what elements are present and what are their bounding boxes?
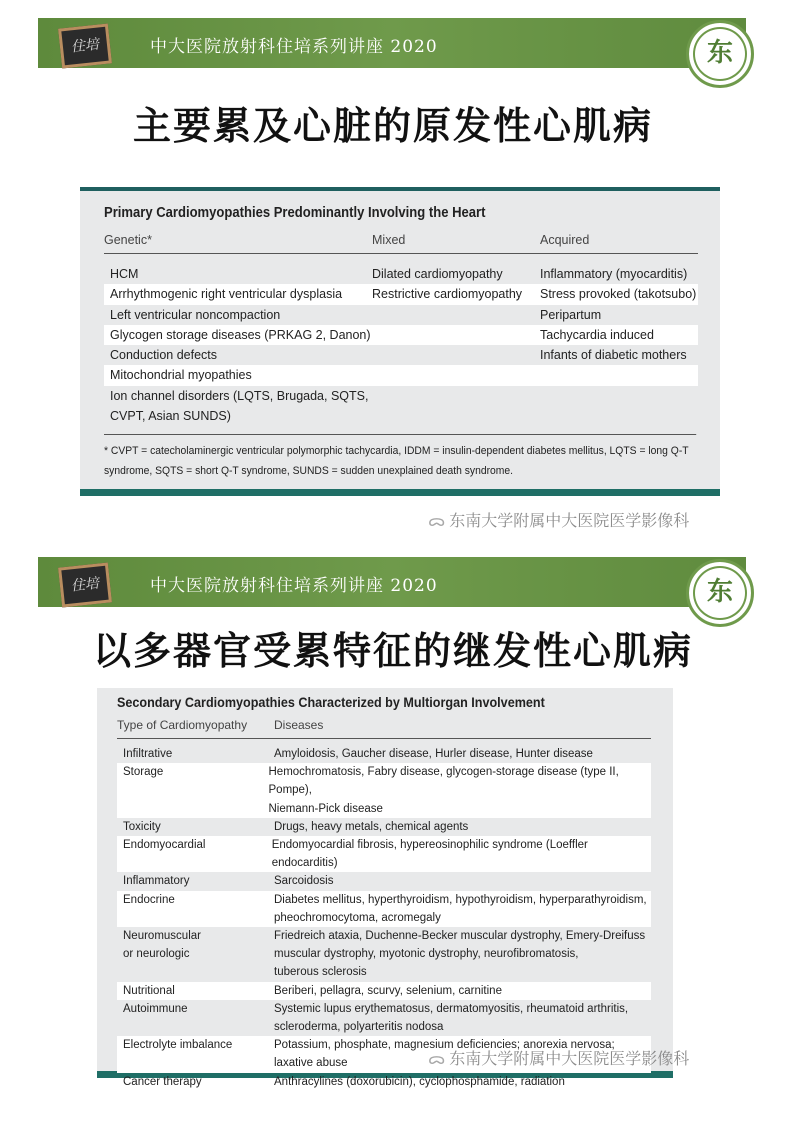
table-row [117,836,651,872]
table-cell: Diabetes mellitus, hyperthyroidism, hypothyroidism, hyperparathyroidism, pheochromocytoma, acromegaly [274,893,647,924]
wechat-icon: ᯅ [428,511,446,530]
table-cell: Neuromuscular or neurologic [123,930,201,961]
watermark-text: 东南大学附属中大医院医学影像科 [449,511,690,530]
header-type: Type of Cardiomyopathy [117,718,248,732]
table-footnote: * CVPT = catecholaminergic ventricular polymorphic tachycardia, IDDM = insulin-dependent diabetes mellitus, LQTS = long Q-T syndrome, SQTS = short Q-T syndrome, SUNDS = sudden unexplained death syndrome. [104,434,696,481]
secondary-cardiomyopathy-table [97,688,673,1088]
table-cell: Arrhythmogenic right ventricular dysplasia [110,287,343,302]
table-cell: Left ventricular noncompaction [110,307,281,322]
table-cell: Infiltrative [123,748,173,760]
table-cell [372,305,540,325]
table-cell: Potassium, phosphate, magnesium deficiencies; anorexia nervosa; laxative abuse [274,1039,615,1070]
table-cell: Endocrine [123,893,175,906]
chalkboard-sign-logo: 住培 [58,562,112,607]
table-row [104,345,698,365]
table-row [117,927,651,982]
table-caption: Primary Cardiomyopathies Predominantly Involving the Heart [104,205,486,221]
table-row [104,386,698,427]
slide1-banner [38,18,746,68]
table-cell: Conduction defects [110,348,218,363]
table-row [117,891,651,927]
table-cell: Systemic lupus erythematosus, dermatomyositis, rheumatoid arthritis, scleroderma, polyarteritis nodosa [274,1002,629,1034]
table-cell: Amyloidosis, Gaucher disease, Hurler disease, Hunter disease [274,748,593,760]
table-row [117,1073,651,1091]
watermark [428,508,689,531]
table-cell: Hemochromatosis, Fabry disease, glycogen-storage disease (type II, Pompe), Niemann-Pick disease [268,766,619,815]
university-seal-logo: 东 [686,559,754,627]
table-cell: Inflammatory (myocarditis) [540,267,688,281]
table-caption: Secondary Cardiomyopathies Characterized by Multiorgan Involvement [117,694,545,710]
table-body [104,264,698,426]
table-cell: Stress provoked (takotsubo) [540,287,697,302]
table-cell: Sarcoidosis [274,875,334,888]
table-cell: Inflammatory [123,875,190,888]
header-diseases: Diseases [274,718,324,732]
table-row [117,872,651,890]
table-cell [372,386,540,427]
watermark-text: 东南大学附属中大医院医学影像科 [449,1049,690,1068]
slide1-title: 主要累及心脏的原发性心肌病 [132,104,653,148]
table-cell [372,365,540,385]
slide2-title: 以多器官受累特征的继发性心肌病 [92,629,693,673]
table-cell: Anthracylines (doxorubicin), cyclophosphamide, radiation [274,1075,565,1088]
table-cell: Mitochondrial myopathies [110,368,252,383]
table-header [104,233,698,254]
table-cell: Dilated cardiomyopathy [372,267,503,281]
table-row [117,745,651,763]
watermark [428,1046,689,1069]
table-row [117,818,651,836]
table-cell: Cancer therapy [123,1075,202,1088]
table-cell: Restrictive cardiomyopathy [372,287,523,302]
table-cell: Endomyocardial [123,839,206,852]
table-cell: Storage [123,766,164,779]
table-cell: Drugs, heavy metals, chemical agents [274,820,469,833]
table-row [117,982,651,1000]
table-cell: Beriberi, pellagra, scurvy, selenium, carnitine [274,984,502,997]
table-row [104,305,698,325]
university-seal-logo: 东 [686,20,754,88]
primary-cardiomyopathy-table [80,187,720,496]
header-acquired: Acquired [540,233,590,247]
table-cell [372,345,540,365]
table-cell: Friedreich ataxia, Duchenne-Becker muscular dystrophy, Emery-Dreifuss muscular dystrophy, myotonic dystrophy, neurofibromatosis, tuberous sclerosis [274,930,646,979]
banner-title: 中大医院放射科住培系列讲座 2020 [150,576,438,596]
table-cell: Endomyocardial fibrosis, hypereosinophilic syndrome (Loeffler endocarditis) [271,839,588,870]
table-cell: Toxicity [123,820,161,833]
chalkboard-sign-logo: 住培 [58,23,112,68]
table-row [104,365,698,385]
banner-title: 中大医院放射科住培系列讲座 2020 [150,37,438,57]
table-cell: Ion channel disorders (LQTS, Brugada, SQTS, CVPT, Asian SUNDS) [110,388,369,424]
table-row [117,1000,651,1036]
table-row [117,763,651,818]
table-row [104,284,698,304]
table-cell: Autoimmune [123,1002,188,1015]
table-row [104,325,698,345]
table-header [117,718,651,739]
table-cell: Peripartum [540,307,602,322]
table-cell: Nutritional [123,984,175,997]
table-body [117,745,651,1091]
wechat-icon: ᯅ [428,1049,446,1068]
header-genetic: Genetic* [104,233,152,247]
table-cell [372,325,540,345]
slide2-banner [38,557,746,607]
table-row [104,264,698,284]
header-mixed: Mixed [372,233,406,247]
table-cell: Infants of diabetic mothers [540,348,687,363]
table-cell: Electrolyte imbalance [123,1039,233,1052]
table-cell: Tachycardia induced [540,327,654,342]
table-cell: HCM [110,267,139,281]
table-cell: Glycogen storage diseases (PRKAG 2, Danon) [110,327,371,342]
